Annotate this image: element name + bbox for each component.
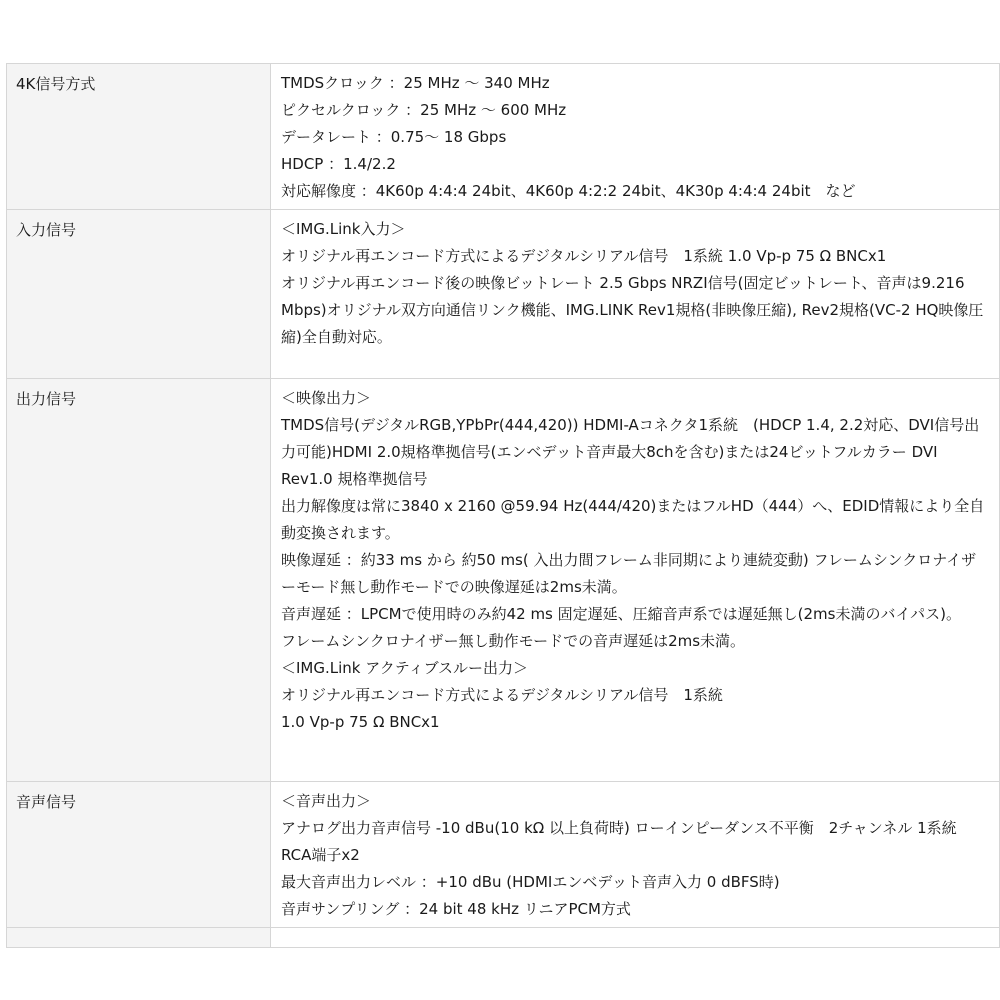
spec-label: 4K信号方式	[7, 64, 271, 210]
spec-label-empty	[7, 928, 271, 948]
spec-line: ＜映像出力＞	[281, 389, 372, 407]
spec-value-empty	[271, 928, 1000, 948]
spec-row-output-signal	[7, 379, 1000, 782]
spec-value	[271, 782, 1000, 928]
spec-line: 対応解像度 ：4K60p 4:4:4 24bit、4K60p 4:2:2 24bit、4K30p 4:4:4 24bit など	[281, 182, 856, 200]
spec-line: 音声サンプリング ：24 bit 48 kHz リニアPCM方式	[281, 900, 631, 918]
spec-line: オリジナル再エンコード方式によるデジタルシリアル信号 1系統 1.0 Vp-p 75 Ω BNCx1	[281, 247, 887, 265]
spec-row-input-signal	[7, 210, 1000, 379]
spec-label: 入力信号	[7, 210, 271, 379]
spec-line: アナログ出力音声信号 -10 dBu(10 kΩ 以上負荷時) ローインピーダンス不平衡 2チャンネル 1系統 RCA端子x2	[281, 819, 957, 864]
spec-line: ピクセルクロック ：25 MHz ～ 600 MHz	[281, 101, 567, 119]
spec-line: 映像遅延 ：約33 ms から 約50 ms( 入出力間フレーム非同期により連続変動) フレームシンクロナイザーモード無し動作モードでの映像遅延は2ms未満。	[281, 551, 977, 596]
spec-line: TMDS信号(デジタルRGB,YPbPr(444,420)) HDMI-Aコネクタ1系統 (HDCP 1.4, 2.2対応、DVI信号出力可能)HDMI 2.0規格準拠信号(エンベデット音声最大8chを含む)または24ビットフルカラー DVI Rev1.0 規格準拠信号	[281, 416, 980, 488]
spec-line: 出力解像度は常に3840 x 2160 @59.94 Hz(444/420)またはフルHD（444）へ、EDID情報により全自動変換されます。	[281, 497, 985, 542]
spec-line: HDCP ：1.4/2.2	[281, 155, 396, 173]
spec-label: 音声信号	[7, 782, 271, 928]
spec-line: 最大音声出力レベル ：+10 dBu (HDMIエンベデット音声入力 0 dBFS時)	[281, 873, 780, 891]
spec-line: オリジナル再エンコード方式によるデジタルシリアル信号 1系統	[281, 686, 723, 704]
spec-row-4k-signal	[7, 64, 1000, 210]
spec-line: ＜IMG.Link入力＞	[281, 220, 406, 238]
spec-row-audio-signal	[7, 782, 1000, 928]
spec-table	[6, 63, 1000, 948]
spec-line: TMDSクロック ：25 MHz ～ 340 MHz	[281, 74, 550, 92]
spec-value	[271, 379, 1000, 782]
spec-label: 出力信号	[7, 379, 271, 782]
spec-line: ＜IMG.Link アクティブスルー出力＞	[281, 659, 528, 677]
spec-value	[271, 64, 1000, 210]
spec-line: ＜音声出力＞	[281, 792, 372, 810]
spec-line: 音声遅延 ：LPCMで使用時のみ約42 ms 固定遅延、圧縮音声系では遅延無し(2ms未満のバイパス)。	[281, 605, 962, 623]
spec-line: フレームシンクロナイザー無し動作モードでの音声遅延は2ms未満。	[281, 632, 746, 650]
spec-line: データレート ：0.75～ 18 Gbps	[281, 128, 507, 146]
spec-row-partial	[7, 928, 1000, 948]
spec-line: オリジナル再エンコード後の映像ビットレート 2.5 Gbps NRZI信号(固定ビットレート、音声は9.216 Mbps)オリジナル双方向通信リンク機能、IMG.LINK Rev1規格(非映像圧縮), Rev2規格(VC-2 HQ映像圧縮)全自動対応。	[281, 274, 984, 346]
spec-value	[271, 210, 1000, 379]
spec-line: 1.0 Vp-p 75 Ω BNCx1	[281, 713, 440, 731]
